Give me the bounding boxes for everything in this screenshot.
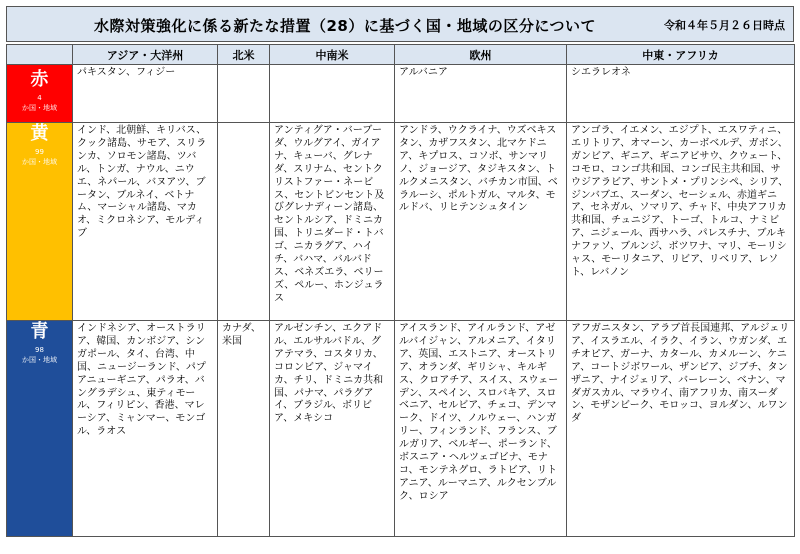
category-label-red xyxy=(7,65,73,123)
category-name: 黄 xyxy=(30,123,49,144)
cell-red-latin-america xyxy=(270,65,395,123)
column-header-middle-east-africa: 中東・アフリカ xyxy=(567,45,795,65)
cell-red-middle-east-africa: シエラレオネ xyxy=(567,65,795,123)
category-unit: か国・地域 xyxy=(22,158,57,166)
page-title: 水際対策強化に係る新たな措置（28）に基づく国・地域の区分について xyxy=(93,17,597,35)
category-row-blue xyxy=(7,321,795,537)
category-count: 99 xyxy=(35,148,44,156)
cell-blue-middle-east-africa: アフガニスタン、アラブ首長国連邦、アルジェリア、イスラエル、イラク、イラン、ウガンダ、エチオピア、ガーナ、カタール、カメルーン、ケニア、コートジボワール、ザンビア、ジブチ、タンザニア、ナイジェリア、バーレーン、ベナン、マダガスカル、マラウイ、南アフリカ、南スーダン、モザンビーク、モロッコ、ヨルダン、ルワンダ xyxy=(567,321,795,537)
cell-red-asia-pacific: パキスタン、フィジー xyxy=(73,65,218,123)
cell-yellow-europe: アンドラ、ウクライナ、ウズベキスタン、カザフスタン、北マケドニア、キプロス、コソボ、サンマリノ、ジョージア、タジキスタン、トルクメニスタン、バチカン市国、ベラルーシ、ポルトガル、マルタ、モルドバ、リヒテンシュタイン xyxy=(395,123,567,321)
cell-yellow-asia-pacific: インド、北朝鮮、キリバス、クック諸島、サモア、スリランカ、ソロモン諸島、ツバル、トンガ、ナウル、ニウエ、ネパール、バヌアツ、ブータン、ブルネイ、ベトナム、マーシャル諸島、マカオ、ミクロネシア、モルディブ xyxy=(73,123,218,321)
category-unit: か国・地域 xyxy=(22,104,57,112)
cell-blue-asia-pacific: インドネシア、オーストラリア、韓国、カンボジア、シンガポール、タイ、台湾、中国、ニュージーランド、パプアニューギニア、パラオ、バングラデシュ、東ティモール、フィリピン、香港、マレーシア、ミャンマー、モンゴル、ラオス xyxy=(73,321,218,537)
cell-red-north-america xyxy=(218,65,270,123)
category-label-blue xyxy=(7,321,73,537)
cell-yellow-north-america xyxy=(218,123,270,321)
category-label-yellow xyxy=(7,123,73,321)
category-count: 98 xyxy=(35,346,44,354)
cell-yellow-middle-east-africa: アンゴラ、イエメン、エジプト、エスワティニ、エリトリア、オマーン、カーボベルデ、ガボン、ガンビア、ギニア、ギニアビサウ、クウェート、コモロ、コンゴ共和国、コンゴ民主共和国、サウジアラビア、サントメ・プリンシペ、シリア、ジンバブエ、スーダン、セーシェル、赤道ギニア、セネガル、ソマリア、チャド、中央アフリカ共和国、チュニジア、トーゴ、トルコ、ナミビア、ニジェール、西サハラ、パレスチナ、ブルキナファソ、ブルンジ、ボツワナ、マリ、モーリシャス、モーリタニア、リビア、リベリア、レソト、レバノン xyxy=(567,123,795,321)
cell-red-europe: アルバニア xyxy=(395,65,567,123)
category-count: 4 xyxy=(37,94,42,102)
cell-yellow-latin-america: アンティグア・バーブーダ、ウルグアイ、ガイアナ、キューバ、グレナダ、スリナム、セントクリストファー・ネービス、セントビンセント及びグレナディーン諸島、セントルシア、ドミニカ国、トリニダード・トバゴ、ニカラグア、ハイチ、バハマ、バルバドス、ベネズエラ、ベリーズ、ペルー、ホンジュラス xyxy=(270,123,395,321)
page-header xyxy=(6,6,794,42)
category-name: 青 xyxy=(30,321,49,342)
cell-blue-europe: アイスランド、アイルランド、アゼルバイジャン、アルメニア、イタリア、英国、エストニア、オーストリア、オランダ、ギリシャ、キルギス、クロアチア、スイス、スウェーデン、スペイン、スロバキア、スロベニア、セルビア、チェコ、デンマーク、ドイツ、ノルウェー、ハンガリー、フィンランド、フランス、ブルガリア、ベルギー、ポーランド、ボスニア・ヘルツェゴビナ、モナコ、モンテネグロ、ラトビア、リトアニア、ルーマニア、ルクセンブルク、ロシア xyxy=(395,321,567,537)
cell-blue-north-america: カナダ、米国 xyxy=(218,321,270,537)
category-unit: か国・地域 xyxy=(22,356,57,364)
column-header-latin-america: 中南米 xyxy=(270,45,395,65)
column-header-asia-pacific: アジア・大洋州 xyxy=(73,45,218,65)
region-table xyxy=(6,44,795,537)
corner-cell xyxy=(7,45,73,65)
category-name: 赤 xyxy=(30,69,49,90)
column-header-row xyxy=(7,45,795,65)
cell-blue-latin-america: アルゼンチン、エクアドル、エルサルバドル、グアテマラ、コスタリカ、コロンビア、ジャマイカ、チリ、ドミニカ共和国、パナマ、パラグアイ、ブラジル、ボリビア、メキシコ xyxy=(270,321,395,537)
column-header-europe: 欧州 xyxy=(395,45,567,65)
category-row-red xyxy=(7,65,795,123)
column-header-north-america: 北米 xyxy=(218,45,270,65)
date-label: 令和４年５月２６日時点 xyxy=(664,19,785,32)
category-row-yellow xyxy=(7,123,795,321)
